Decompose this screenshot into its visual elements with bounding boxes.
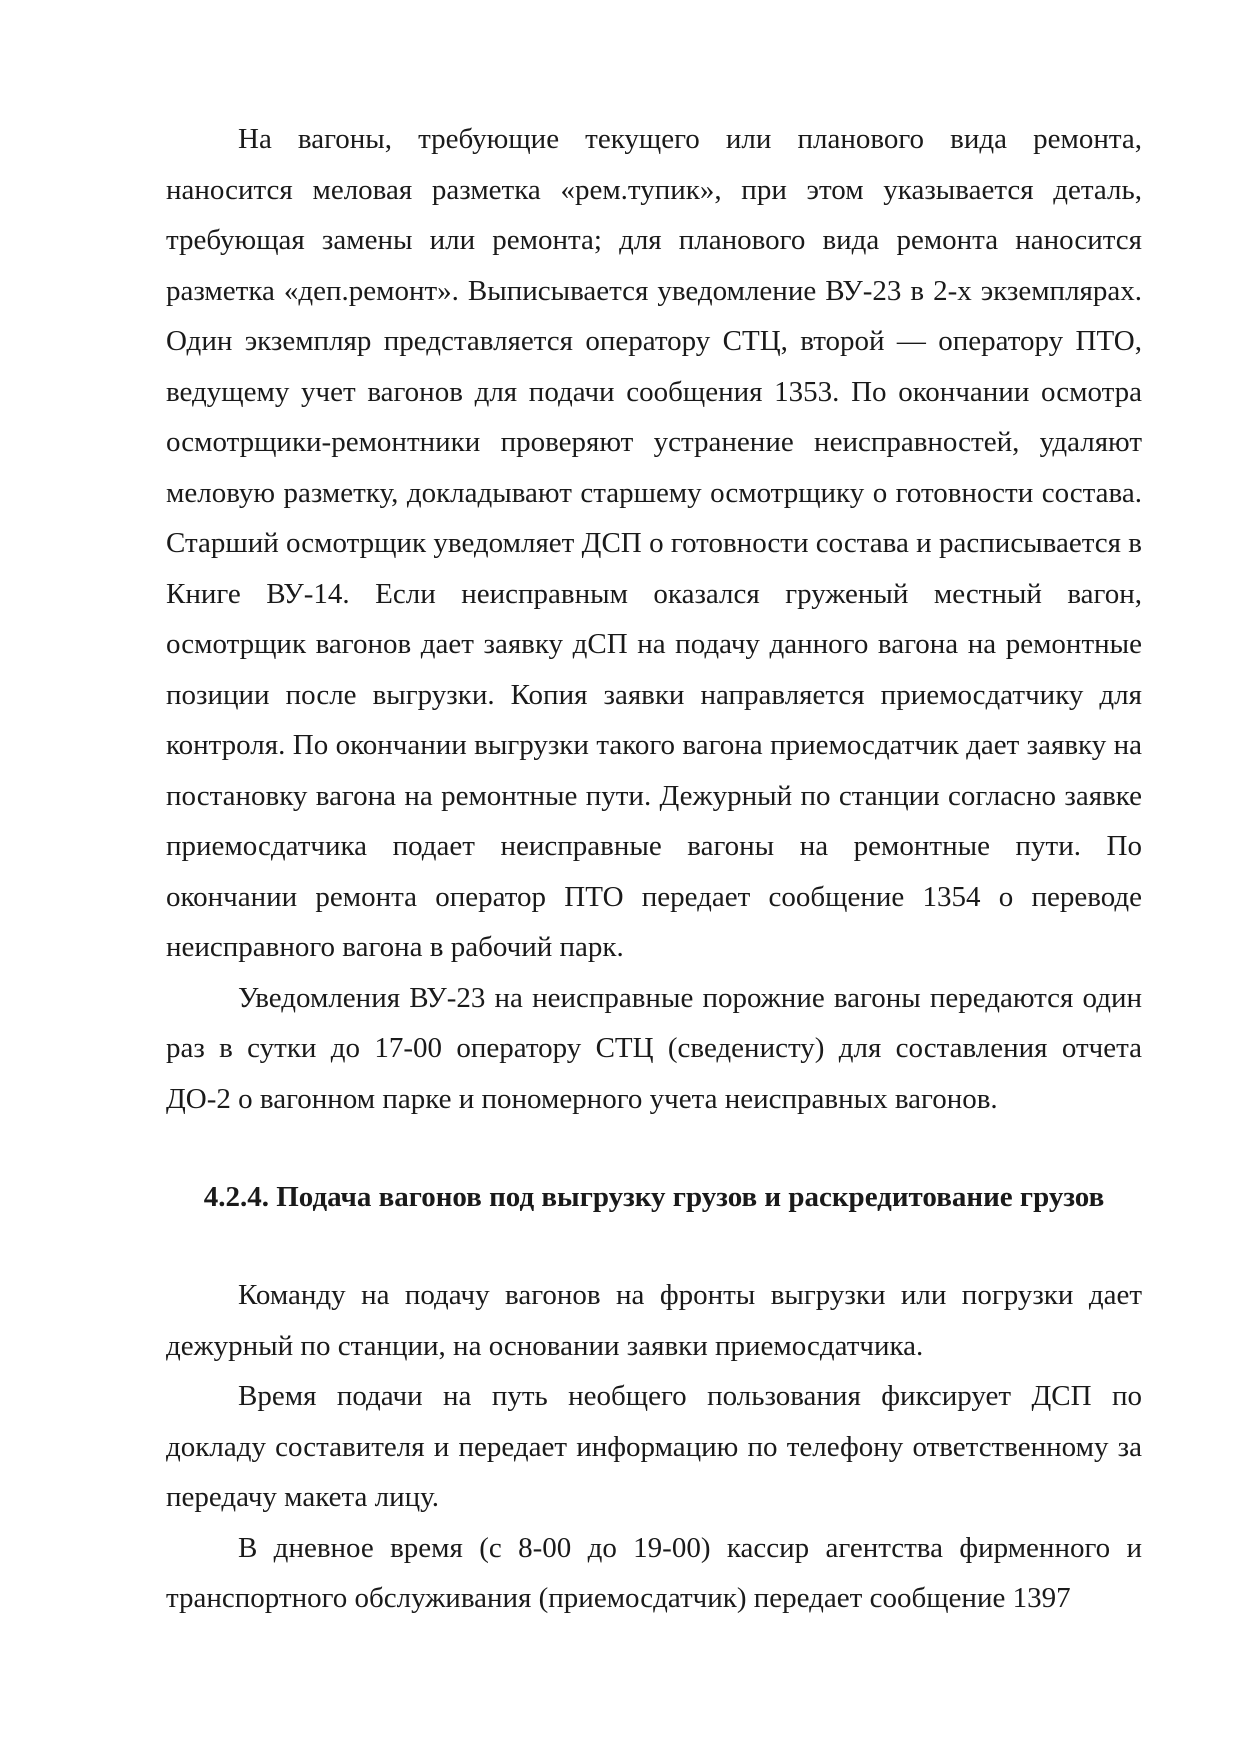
paragraph-wagon-repair-marking: На вагоны, требующие текущего или планового вида ремонта, наносится меловая разметка «рем.тупик», при этом указывается деталь, требующая замены или ремонта; для планового вида ремонта наносится разметка «деп.ремонт». Выписывается уведомление ВУ-23 в 2-х экземплярах. Один экземпляр представляется оператору СТЦ, второй — оператору ПТО, ведущему учет вагонов для подачи сообщения 1353. По окончании осмотра осмотрщики-ремонтники проверяют устранение неисправностей, удаляют меловую разметку, докладывают старшему осмотрщику о готовности состава. Старший осмотрщик уведомляет ДСП о готовности состава и расписывается в Книге ВУ-14. Если неисправным оказался груженый местный вагон, осмотрщик вагонов дает заявку дСП на подачу данного вагона на ремонтные позиции после выгрузки. Копия заявки направляется приемосдатчику для контроля. По окончании выгрузки такого вагона приемосдатчик дает заявку на постановку вагона на ремонтные пути. Дежурный по станции согласно заявке приемосдатчика подает неисправные вагоны на ремонтные пути. По окончании ремонта оператор ПТО передает сообщение 1354 о переводе неисправного вагона в рабочий парк. [166, 123, 1142, 963]
section-heading: 4.2.4. Подача вагонов под выгрузку грузов и раскредитование грузов [203, 1181, 1105, 1213]
paragraph-supply-time: Время подачи на путь необщего пользования фиксирует ДСП по докладу составителя и передает информацию по телефону ответственному за передачу макета лицу. [166, 1380, 1142, 1513]
body-text-bottom [166, 1270, 1142, 1624]
paragraph-supply-command: Команду на подачу вагонов на фронты выгрузки или погрузки дает дежурный по станции, на основании заявки приемосдатчика. [166, 1279, 1142, 1362]
paragraph-vu23-notifications: Уведомления ВУ-23 на неисправные порожние вагоны передаются один раз в сутки до 17-00 оператору СТЦ (сведенисту) для составления отчета ДО-2 о вагонном парке и пономерного учета неисправных вагонов. [166, 981, 1142, 1115]
paragraph-daytime-message: В дневное время (с 8-00 до 19-00) кассир агентства фирменного и транспортного обслуживания (приемосдатчик) передает сообщение 1397 [166, 1531, 1142, 1614]
body-text-top [166, 114, 1142, 1124]
